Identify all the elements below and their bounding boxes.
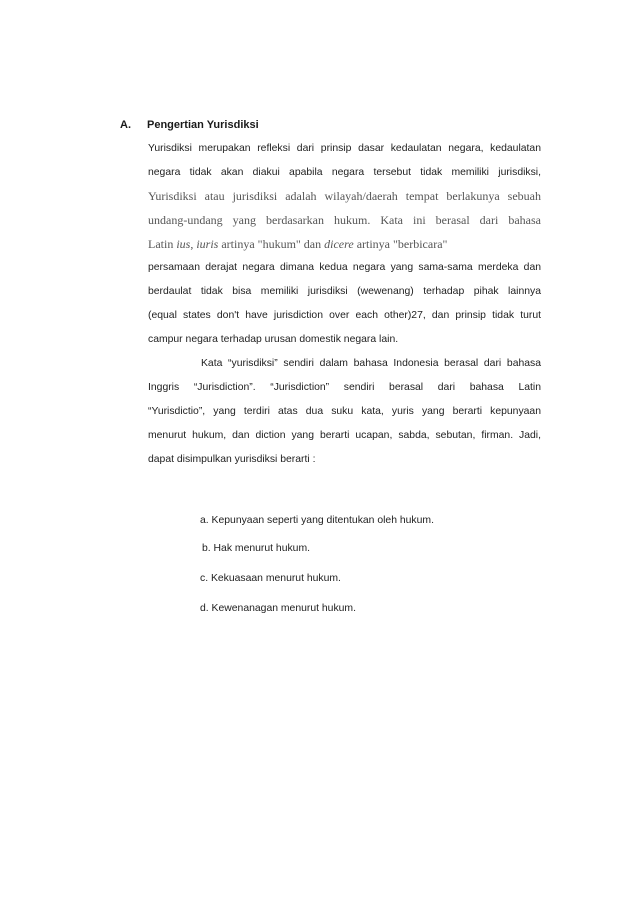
latin-text: artinya "berbicara": [353, 237, 448, 251]
list-item: b. Hak menurut hukum.: [202, 543, 310, 554]
paragraph-line: (equal states don't have jurisdiction over each other)27, dan prinsip tidak turut: [148, 310, 541, 321]
paragraph-line: Kata “yurisdiksi” sendiri dalam bahasa Indonesia berasal dari bahasa: [201, 358, 541, 369]
paragraph-line: negara tidak akan diakui apabila negara tersebut tidak memiliki jurisdiksi,: [148, 167, 541, 178]
paragraph-line: campur negara terhadap urusan domestik negara lain.: [148, 334, 399, 345]
latin-word-ius: ius: [176, 237, 191, 251]
latin-word-iuris: iuris: [196, 237, 219, 251]
latin-text: ,: [190, 237, 197, 251]
list-item: d. Kewenanagan menurut hukum.: [200, 603, 356, 614]
paragraph-line: persamaan derajat negara dimana kedua negara yang sama-sama merdeka dan: [148, 262, 541, 273]
paragraph-line: undang-undang yang berdasarkan hukum. Kata ini berasal dari bahasa: [148, 213, 541, 227]
paragraph-line: dapat disimpulkan yurisdiksi berarti :: [148, 454, 316, 465]
paragraph-line: Yurisdiksi merupakan refleksi dari prinsip dasar kedaulatan negara, kedaulatan: [148, 143, 541, 154]
list-item: c. Kekuasaan menurut hukum.: [200, 573, 341, 584]
paragraph-line-latin: [148, 237, 541, 252]
paragraph-line: Yurisdiksi atau jurisdiksi adalah wilayah/daerah tempat berlakunya sebuah: [148, 189, 541, 203]
section-letter: A.: [120, 119, 131, 131]
latin-text: artinya "hukum" dan: [218, 237, 325, 251]
paragraph-line: menurut hukum, dan diction yang berarti ucapan, sabda, sebutan, firman. Jadi,: [148, 430, 541, 441]
paragraph-line: berdaulat tidak bisa memiliki jurisdiksi (wewenang) terhadap pihak lainnya: [148, 286, 541, 297]
paragraph-line: “Yurisdictio”, yang terdiri atas dua suku kata, yuris yang berarti kepunyaan: [148, 406, 541, 417]
paragraph-line: Inggris “Jurisdiction”. “Jurisdiction” sendiri berasal dari bahasa Latin: [148, 382, 541, 393]
section-title: Pengertian Yurisdiksi: [147, 119, 259, 131]
list-item: a. Kepunyaan seperti yang ditentukan oleh hukum.: [200, 515, 434, 526]
section-heading: [120, 119, 259, 131]
latin-word-dicere: dicere: [324, 237, 354, 251]
latin-text: Latin: [148, 237, 177, 251]
